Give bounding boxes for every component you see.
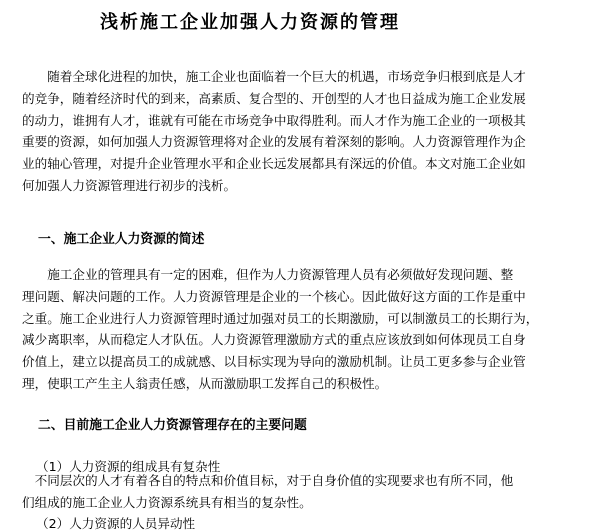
section-1-heading: 一、施工企业人力资源的简述: [38, 232, 205, 247]
text-line: 施工企业的管理具有一定的困难，但作为人力资源管理人员有必须做好发现问题、整: [22, 267, 514, 282]
section-2-paragraph: [22, 470, 584, 514]
text-line: 何加强人力资源管理进行初步的浅析。: [22, 177, 237, 193]
section-2-subheading: （1）人力资源的组成具有复杂性: [36, 459, 221, 474]
text-line: 理问题、解决问题的工作。人力资源管理是企业的一个核心。因此做好这方面的工作是重中: [22, 288, 526, 304]
text-line: 理，使职工产生主人翁责任感，从而激励职工发挥自己的积极性。: [22, 375, 388, 391]
text-line: 们组成的施工企业人力资源系统具有相当的复杂性。: [22, 494, 312, 510]
text-line: 的动力，谁拥有人才，谁就有可能在市场竞争中取得胜利。而人才作为施工企业的一项极其: [22, 112, 526, 128]
text-line: 减少离职率，从而稳定人才队伍。人力资源管理激励方式的重点应该放到如何体现员工自身: [22, 332, 526, 348]
section-2-next-subheading: （2）人力资源的人员异动性: [36, 516, 196, 531]
document-title: 浅析施工企业加强人力资源的管理: [100, 12, 400, 33]
text-line: 业的轴心管理，对提升企业管理水平和企业长远发展都具有深远的价值。本文对施工企业如: [22, 156, 526, 172]
section-1-paragraph: [22, 264, 584, 395]
section-2-heading: 二、目前施工企业人力资源管理存在的主要问题: [38, 418, 307, 433]
text-line: 的竞争，随着经济时代的到来，高素质、复合型的、开创型的人才也日益成为施工企业发展: [22, 90, 526, 106]
text-line: 价值上，建立以提高员工的成就感、以目标实现为导向的激励机制。让员工更多参与企业管: [22, 354, 526, 370]
text-line: 不同层次的人才有着各自的特点和价值目标，对于自身价值的实现要求也有所不同，他: [22, 473, 514, 488]
text-line: 随着全球化进程的加快，施工企业也面临着一个巨大的机遇，市场竞争归根到底是人才: [22, 69, 526, 84]
text-line: 之重。施工企业进行人力资源管理时通过加强对员工的长期激励，可以制激员工的长期行为，: [22, 310, 539, 326]
intro-paragraph: [22, 66, 584, 197]
text-line: 重要的资源，如何加强人力资源管理将对企业的发展有着深刻的影响。人力资源管理作为企: [22, 134, 526, 150]
